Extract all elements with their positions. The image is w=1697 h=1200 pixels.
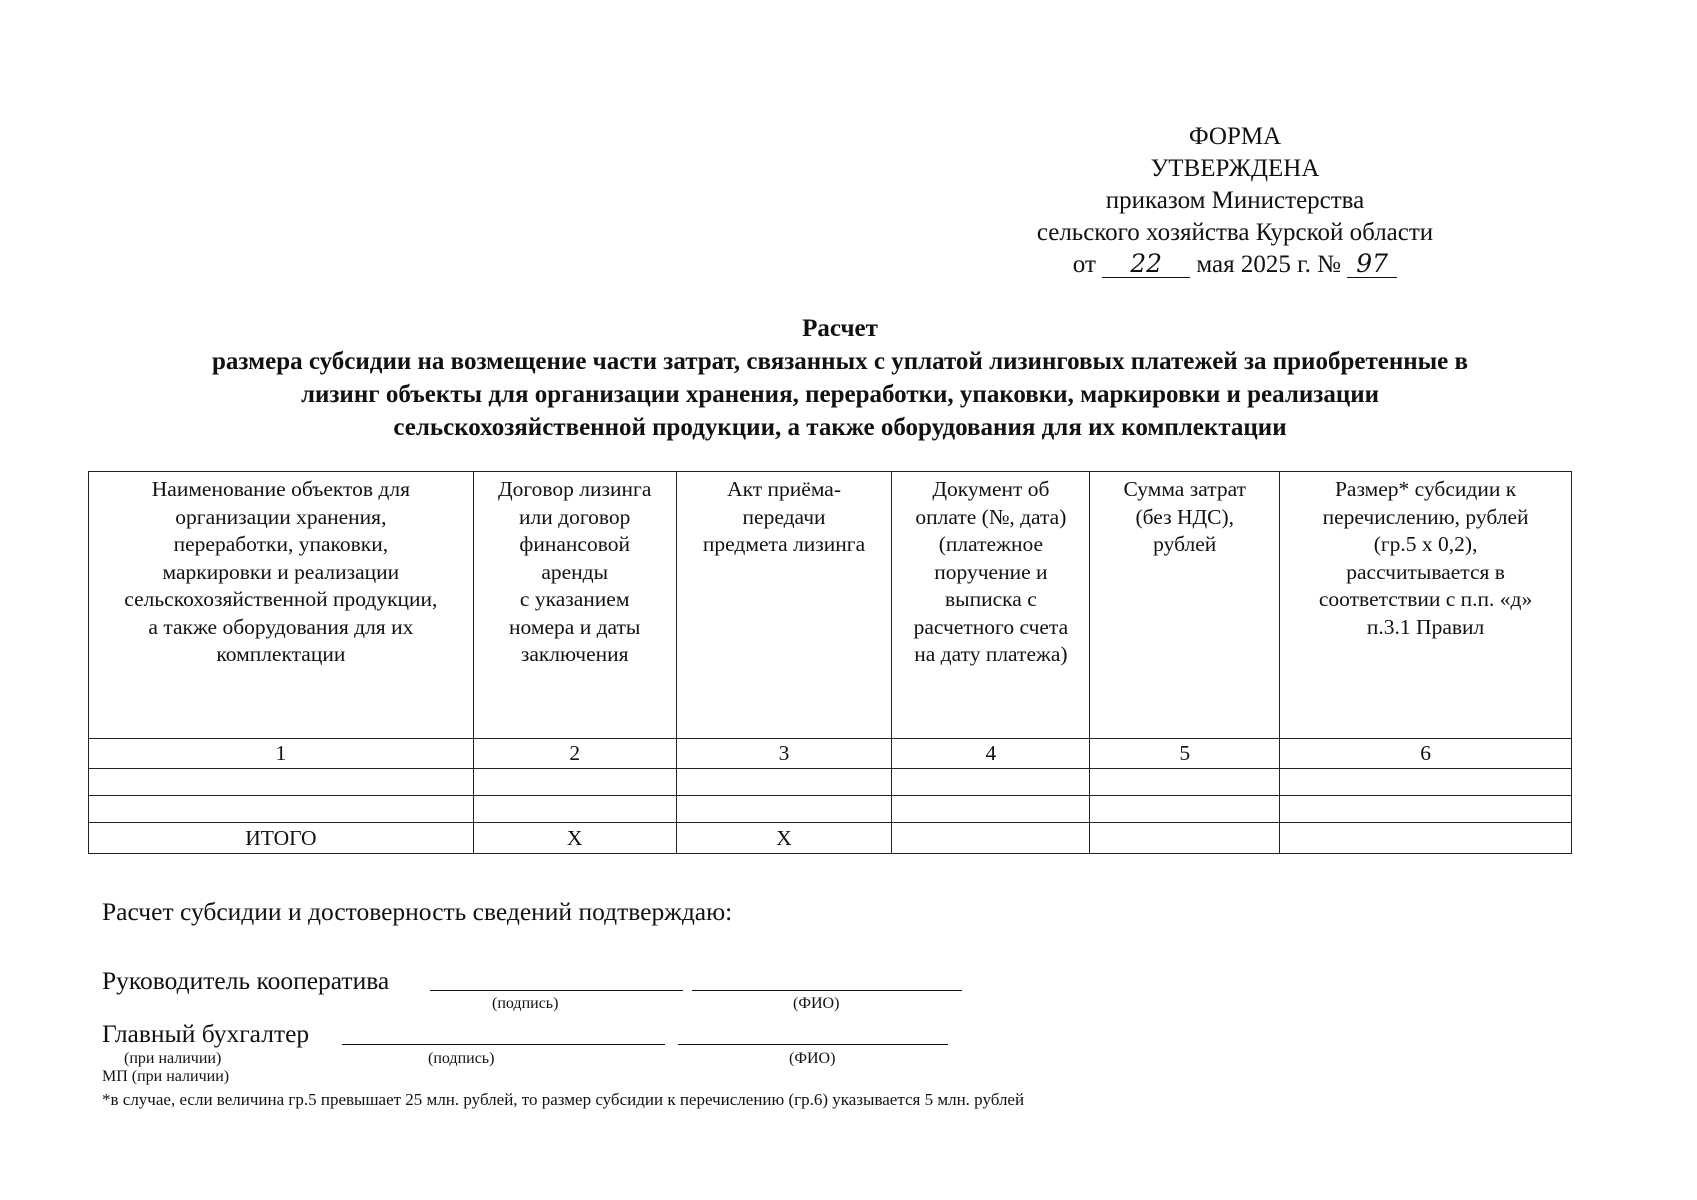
head-signature-line[interactable] <box>430 990 683 991</box>
document-title <box>110 312 1570 444</box>
footnote: *в случае, если величина гр.5 превышает 25 млн. рублей, то размер субсидии к перечислению (гр.6) указывается 5 млн. рублей <box>102 1090 1025 1109</box>
header-cell-transfer-act: Акт приёма- передачи предмета лизинга <box>676 472 892 739</box>
approval-block <box>990 121 1480 281</box>
table-cell[interactable] <box>473 795 676 822</box>
table-cell[interactable] <box>892 768 1090 795</box>
title-line-3: сельскохозяйственной продукции, а также оборудования для их комплектации <box>393 414 1287 441</box>
accountant-signature-caption: (подпись) <box>428 1050 495 1067</box>
approval-form-label: ФОРМА <box>1188 123 1282 150</box>
table-cell[interactable] <box>473 768 676 795</box>
header-cell-payment-document: Документ об оплате (№, дата) (платежное поручение и выписка с расчетного счета на дату платежа) <box>892 472 1090 739</box>
title-heading: Расчет <box>802 315 878 342</box>
header-cell-cost-sum: Сумма затрат (без НДС), рублей <box>1090 472 1280 739</box>
total-cell[interactable] <box>892 822 1090 853</box>
table-cell[interactable] <box>1280 768 1572 795</box>
head-name-caption: (ФИО) <box>793 995 840 1012</box>
table-cell[interactable] <box>676 795 892 822</box>
head-name-line[interactable] <box>692 990 962 991</box>
table-cell[interactable] <box>89 768 474 795</box>
total-cell: Х <box>676 822 892 853</box>
table-cell[interactable] <box>1090 795 1280 822</box>
table-row <box>89 768 1572 795</box>
confirmation-text: Расчет субсидии и достоверность сведений подтверждаю: <box>102 897 733 926</box>
total-label: ИТОГО <box>89 822 474 853</box>
approval-date-day: 22 <box>1102 251 1190 278</box>
accountant-name-caption: (ФИО) <box>789 1050 836 1067</box>
table-cell[interactable] <box>1090 768 1280 795</box>
column-number: 4 <box>892 739 1090 769</box>
total-cell[interactable] <box>1280 822 1572 853</box>
header-cell-subsidy-amount: Размер* субсидии к перечислению, рублей (гр.5 х 0,2), рассчитывается в соответствии с п.п. «д» п.3.1 Правил <box>1280 472 1572 739</box>
table-row <box>89 795 1572 822</box>
subsidy-table <box>88 471 1572 854</box>
column-number: 2 <box>473 739 676 769</box>
table-header-row <box>89 472 1572 739</box>
accountant-signature-line[interactable] <box>342 1044 665 1045</box>
column-number: 1 <box>89 739 474 769</box>
column-numbers-row <box>89 739 1572 769</box>
table-cell[interactable] <box>892 795 1090 822</box>
approval-approved-label: УТВЕРЖДЕНА <box>1150 155 1320 182</box>
column-number: 6 <box>1280 739 1572 769</box>
total-cell[interactable] <box>1090 822 1280 853</box>
table-cell[interactable] <box>676 768 892 795</box>
approval-ministry-label: сельского хозяйства Курской области <box>1036 219 1434 246</box>
head-signature-label: Руководитель кооператива <box>102 966 390 995</box>
column-number: 5 <box>1090 739 1280 769</box>
title-line-2: лизинг объекты для организации хранения, переработки, упаковки, маркировки и реализации <box>300 381 1380 408</box>
approval-date-month-year: мая 2025 г. № <box>1196 251 1341 278</box>
total-cell: Х <box>473 822 676 853</box>
column-number: 3 <box>676 739 892 769</box>
total-row <box>89 822 1572 853</box>
stamp-note: МП (при наличии) <box>102 1068 230 1085</box>
approval-order-number: 97 <box>1347 251 1397 278</box>
header-cell-leasing-contract: Договор лизинга или договор финансовой аренды с указанием номера и даты заключения <box>473 472 676 739</box>
accountant-name-line[interactable] <box>678 1044 948 1045</box>
approval-order-label: приказом Министерства <box>1105 187 1365 214</box>
title-line-1: размера субсидии на возмещение части затрат, связанных с уплатой лизинговых платежей за приобретенные в <box>211 348 1469 375</box>
table-cell[interactable] <box>1280 795 1572 822</box>
table-cell[interactable] <box>89 795 474 822</box>
header-cell-objects: Наименование объектов для организации хранения, переработки, упаковки, маркировки и реализации сельскохозяйственной продукции, а также оборудования для их комплектации <box>89 472 474 739</box>
approval-date-line <box>990 249 1480 281</box>
approval-date-prefix: от <box>1072 251 1096 278</box>
head-signature-caption: (подпись) <box>492 995 559 1012</box>
accountant-if-present-caption: (при наличии) <box>124 1050 222 1067</box>
accountant-signature-label: Главный бухгалтер <box>102 1019 310 1048</box>
